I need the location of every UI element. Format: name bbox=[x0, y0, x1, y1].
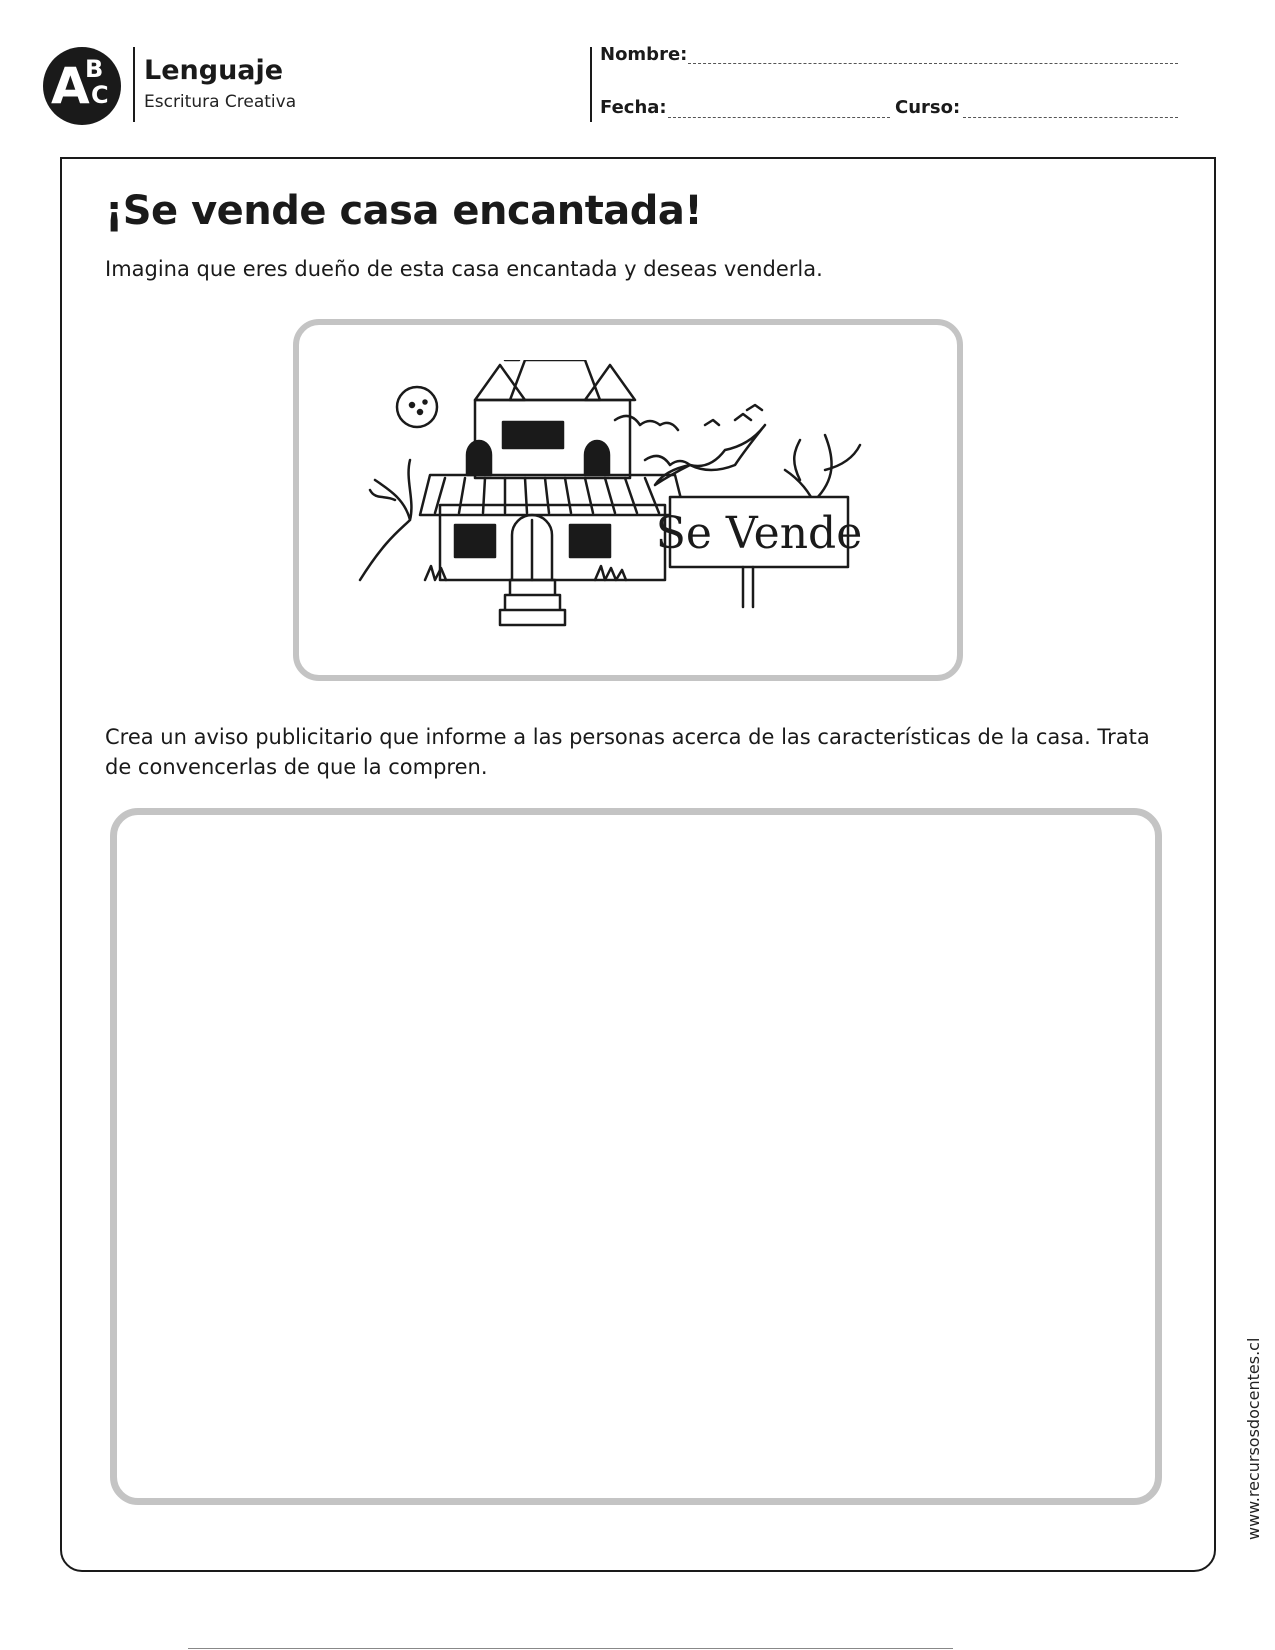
moon-icon bbox=[397, 387, 437, 427]
logo-letter-b: B bbox=[85, 55, 104, 83]
bat-icon-2 bbox=[645, 456, 690, 465]
ad-writing-area[interactable] bbox=[110, 808, 1162, 1505]
website-footer: www.recursosdocentes.cl bbox=[1244, 1337, 1263, 1540]
bottom-divider bbox=[188, 1648, 953, 1649]
course-field[interactable] bbox=[963, 117, 1178, 118]
instruction-text: Crea un aviso publicitario que informe a las personas acerca de las características de la casa. Trata de convencerlas de que la compren. bbox=[105, 725, 1150, 779]
tree-left-icon bbox=[360, 460, 411, 580]
haunted-house-illustration bbox=[355, 360, 915, 640]
logo-letter-c: C bbox=[91, 81, 109, 109]
name-label: Nombre: bbox=[600, 44, 688, 65]
abc-logo bbox=[43, 47, 121, 125]
name-field[interactable] bbox=[688, 63, 1178, 64]
page-title: ¡Se vende casa encantada! bbox=[105, 188, 703, 234]
intro-text: Imagina que eres dueño de esta casa encantada y deseas venderla. bbox=[105, 257, 823, 281]
topic-subtitle: Escritura Creativa bbox=[144, 92, 297, 112]
date-field[interactable] bbox=[668, 117, 890, 118]
date-label: Fecha: bbox=[600, 97, 667, 118]
logo-letter-a: A bbox=[51, 57, 90, 115]
header-divider-right bbox=[590, 47, 592, 122]
stairs-icon bbox=[500, 580, 565, 625]
bat-icon bbox=[615, 416, 678, 430]
subject-title: Lenguaje bbox=[144, 55, 284, 86]
sign-text: Se Vende bbox=[655, 508, 863, 559]
header-divider-left bbox=[133, 47, 135, 122]
course-label: Curso: bbox=[895, 97, 961, 118]
big-bat-icon bbox=[655, 425, 765, 485]
